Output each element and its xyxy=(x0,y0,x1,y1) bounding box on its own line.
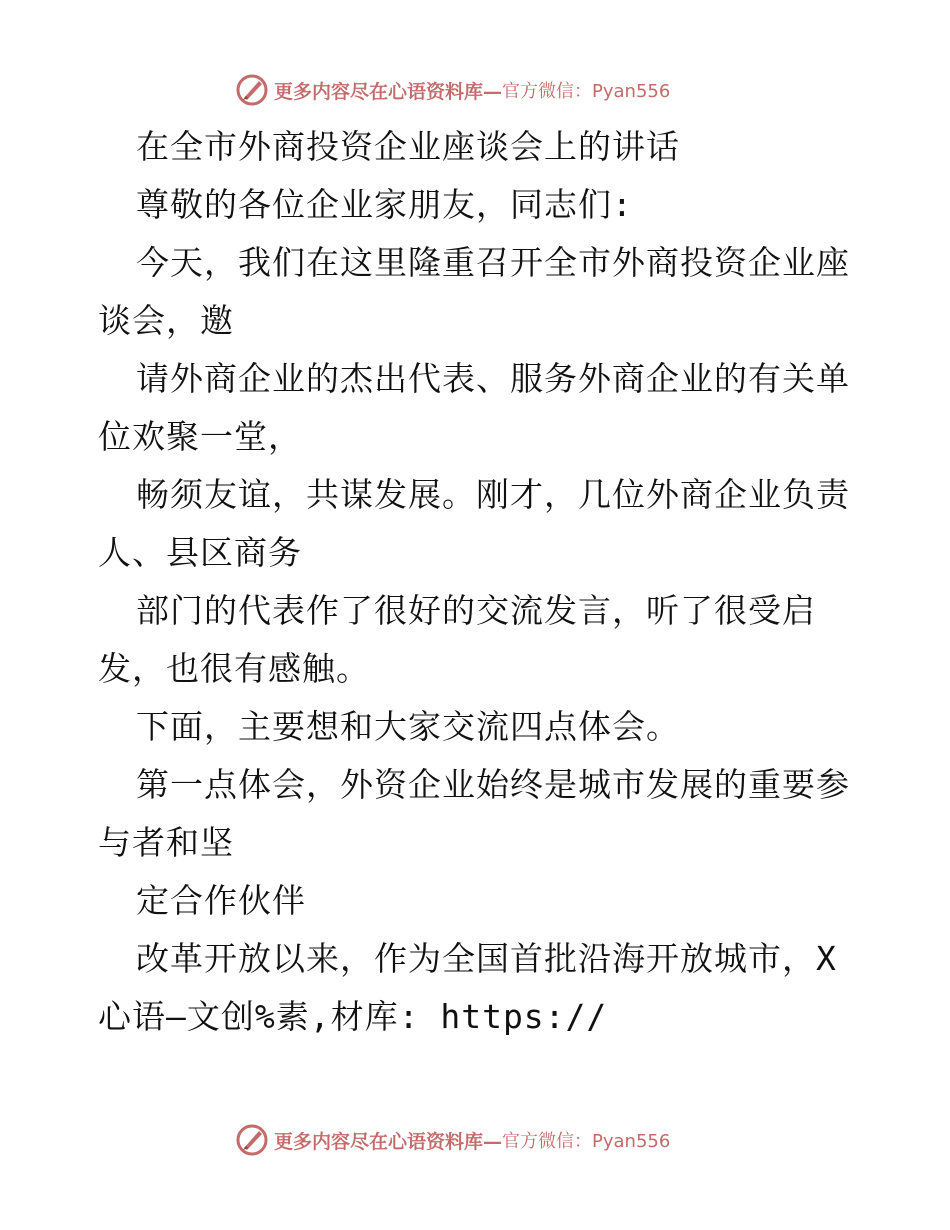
banner-wechat-text: 官方微信：Pyan556 xyxy=(502,1131,671,1152)
paragraph-line: 今天，我们在这里隆重召开全市外商投资企业座 xyxy=(136,243,850,282)
paragraph-line: 位欢聚一堂， xyxy=(98,417,302,456)
banner-main-text: 更多内容尽在心语资料库— xyxy=(274,80,503,103)
paragraph-line: 谈会，邀 xyxy=(98,301,234,340)
banner-wechat-text: 官方微信：Pyan556 xyxy=(502,81,671,102)
paragraph-line: 与者和坚 xyxy=(98,823,234,862)
paragraph-line: 部门的代表作了很好的交流发言，听了很受启 xyxy=(136,591,816,630)
section-heading-line: 定合作伙伴 xyxy=(136,881,306,920)
paragraph-line: 请外商企业的杰出代表、服务外商企业的有关单 xyxy=(136,359,850,398)
header-watermark-banner xyxy=(234,70,670,110)
salutation-line: 尊敬的各位企业家朋友，同志们: xyxy=(136,185,633,224)
quill-pen-logo-icon xyxy=(234,1122,270,1158)
quill-pen-logo-icon xyxy=(234,72,270,108)
document-title: 在全市外商投资企业座谈会上的讲话 xyxy=(136,127,680,166)
paragraph-line: 畅须友谊，共谋发展。刚才，几位外商企业负责 xyxy=(136,475,850,514)
paragraph-line: 发，也很有感触。 xyxy=(98,649,370,688)
paragraph-line: 心语—文创%素,材库: https:// xyxy=(98,997,608,1036)
banner-main-text: 更多内容尽在心语资料库— xyxy=(274,1130,503,1153)
paragraph-line: 人、县区商务 xyxy=(98,533,302,572)
paragraph-line: 下面，主要想和大家交流四点体会。 xyxy=(136,707,680,746)
footer-watermark-banner xyxy=(234,1120,670,1160)
document-body xyxy=(98,118,858,1046)
paragraph-line: 第一点体会，外资企业始终是城市发展的重要参 xyxy=(136,765,850,804)
paragraph-line: 改革开放以来，作为全国首批沿海开放城市，X xyxy=(136,939,837,978)
